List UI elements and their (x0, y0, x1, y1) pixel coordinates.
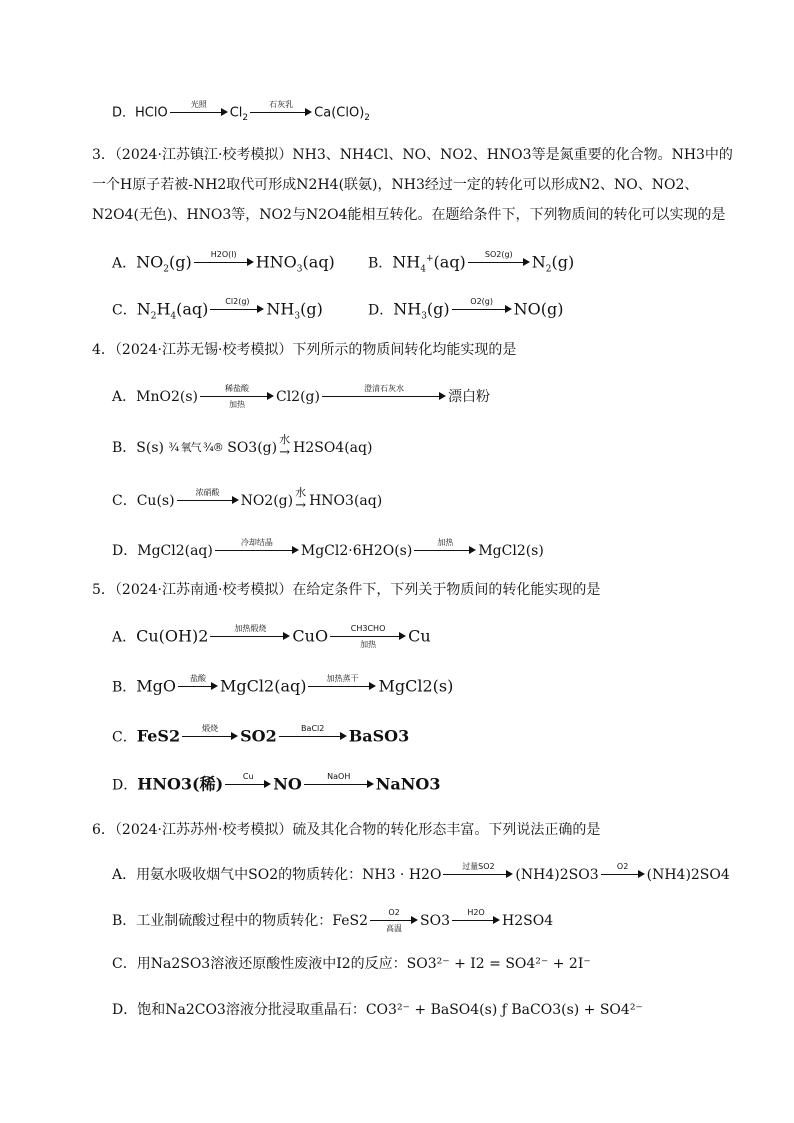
reaction-arrow (200, 384, 274, 410)
q6-option-c (112, 954, 591, 974)
reactant: NO (136, 252, 164, 272)
subscript: 2 (545, 264, 552, 275)
reaction-arrow (210, 297, 264, 323)
reactant: NH (393, 299, 422, 319)
reactant: Cu(s) (136, 493, 175, 509)
reaction-arrow (452, 297, 512, 323)
q6-stem: 6．（2024·江苏苏州·校考模拟）硫及其化合物的转化形态丰富。下列说法正确的是 (92, 822, 601, 838)
arrow-condition: 盐酸 (190, 674, 207, 683)
reaction-arrow (210, 624, 290, 650)
product: N (531, 252, 546, 272)
reaction-arrow (601, 862, 645, 888)
arrow-icon: → (279, 445, 291, 460)
prev-option-d (112, 100, 370, 126)
product: H2SO4(aq) (293, 440, 373, 456)
arrow-condition: 过量SO2 (462, 862, 495, 871)
product: HNO3(aq) (309, 493, 383, 509)
state: (g) (540, 299, 564, 319)
option-label: A． (112, 255, 137, 272)
arrow-condition: O2 (388, 908, 400, 917)
option-text: 用Na2SO3溶液还原酸性废液中I2的反应： (136, 956, 407, 972)
subscript: 3 (421, 311, 427, 322)
q3-option-b (368, 250, 574, 276)
reactant: FeS2 (332, 913, 369, 929)
reactant: H (156, 299, 171, 319)
q5-option-c (112, 724, 409, 750)
reactant: MnO2(s) (136, 389, 198, 405)
reaction-arrow (370, 908, 418, 934)
reaction-arrow (178, 674, 218, 700)
arrow-condition: 光照 (190, 100, 207, 109)
arrow-condition: 浓硝酸 (195, 488, 220, 497)
arrow-condition: 加热 (228, 400, 245, 409)
intermediate: Cl2(g) (275, 389, 320, 405)
option-label: B． (368, 255, 393, 272)
reactant: NH (392, 252, 421, 272)
arrow-condition: 高温 (386, 924, 403, 933)
q4-option-a (112, 384, 490, 410)
equation: SO3²⁻ + I2 = SO4²⁻ + 2I⁻ (406, 956, 591, 972)
intermediate: CuO (292, 626, 329, 646)
subscript: 2 (242, 113, 249, 124)
arrow-condition: BaCl2 (301, 724, 325, 733)
equation: CO3²⁻ + BaSO4(s) ƒ BaCO3(s) + SO4²⁻ (365, 1002, 643, 1018)
reaction-arrow (250, 100, 312, 126)
reaction-arrow (468, 250, 530, 276)
arrow-condition: 加热 (437, 538, 454, 547)
reaction-arrow (452, 908, 500, 934)
state: (g) (300, 299, 323, 319)
arrow-condition: 煅烧 (202, 724, 219, 733)
option-label: C． (112, 493, 137, 509)
q6-option-d (112, 1000, 643, 1020)
q3-stem-line3: N2O4(无色)、HNO3等，NO2与N2O4能相互转化。在题给条件下，下列物质间的转化可以实现的是 (92, 207, 726, 223)
option-label: C． (112, 302, 137, 319)
subscript: 2 (150, 311, 157, 322)
subscript: 4 (420, 264, 426, 275)
option-label: D． (368, 302, 394, 319)
q5-option-b (112, 674, 453, 700)
arrow-condition: SO2(g) (484, 250, 513, 259)
q6-option-a (112, 862, 730, 888)
product: MgCl2(s) (478, 543, 544, 559)
q3-option-d (368, 297, 564, 323)
option-label: D． (112, 105, 136, 121)
intermediate: NO2(g) (240, 493, 294, 509)
reactant: N (136, 299, 151, 319)
reactant: NH3 · H2O (362, 867, 442, 883)
reaction-arrow (225, 772, 271, 798)
option-label: A． (112, 629, 137, 646)
reaction-arrow (322, 384, 446, 410)
arrow-condition: 加热 (360, 640, 377, 649)
arrow-condition: 加热蒸干 (326, 674, 359, 683)
option-label: B． (112, 679, 137, 696)
q5-stem: 5．（2024·江苏南通·校考模拟）在给定条件下，下列关于物质间的转化能实现的是 (92, 582, 601, 598)
arrow-condition: 水 (279, 433, 291, 446)
intermediate: SO3 (420, 913, 451, 929)
reaction-arrow (295, 486, 307, 513)
reactant: HNO3(稀) (137, 774, 224, 794)
subscript: 3 (296, 264, 303, 275)
q4-option-c (112, 488, 382, 514)
reaction-arrow (414, 538, 476, 564)
subscript: 2 (364, 113, 370, 124)
subscript: 3 (294, 311, 301, 322)
option-text: 用氨水吸收烟气中SO2的物质转化： (136, 867, 363, 883)
state: (g) (426, 299, 450, 319)
q3-stem-line2: 一个H原子若被-NH2取代可形成N2H4(联氨)，NH3经过一定的转化可以形成N2、NO、NO2、 (92, 177, 699, 193)
option-label: D． (112, 1002, 138, 1018)
superscript: + (425, 254, 434, 265)
arrow-condition: H2O(l) (210, 250, 237, 259)
arrow-condition: O2(g) (470, 297, 494, 306)
reaction-arrow (194, 250, 254, 276)
product: (NH4)2SO4 (646, 867, 730, 883)
product: HNO (255, 252, 297, 272)
product: Ca(ClO) (314, 105, 365, 121)
reactant: MgO (136, 676, 177, 696)
product: NO (513, 299, 541, 319)
arrow-condition: O2 (616, 862, 629, 871)
reaction-arrow (279, 724, 347, 750)
subscript: 2 (163, 264, 169, 275)
option-label: C． (112, 729, 137, 746)
state: (g) (168, 252, 192, 272)
arrow-condition: NaOH (327, 772, 351, 781)
arrow-condition: 澄清石灰水 (363, 384, 404, 393)
reaction-arrow (170, 100, 228, 126)
reaction-arrow (443, 862, 513, 888)
option-label: C． (112, 956, 137, 972)
product: NaNO3 (375, 774, 441, 794)
reactant: S(s) (136, 440, 164, 456)
product: 漂白粉 (447, 389, 490, 405)
intermediate: MgCl2(aq) (220, 676, 307, 696)
state: (aq) (176, 299, 209, 319)
arrow-icon: → (295, 498, 306, 513)
arrow-condition: 加热煅烧 (234, 624, 267, 633)
option-label: B． (112, 913, 137, 929)
reactant: Cu(OH)2 (136, 626, 209, 646)
arrow-condition: 冷却结晶 (240, 538, 273, 547)
option-text: 饱和Na2CO3溶液分批浸取重晶石： (137, 1002, 366, 1018)
option-label: A． (112, 867, 137, 883)
reaction-arrow (215, 538, 299, 564)
q4-option-d (112, 538, 544, 564)
intermediate: SO2 (240, 726, 277, 746)
arrow-condition: Cu (242, 772, 254, 781)
option-label: B． (112, 440, 137, 456)
state: (aq) (433, 252, 466, 272)
product: MgCl2(s) (378, 676, 454, 696)
arrow-condition: H2O (467, 908, 485, 917)
state: (g) (551, 252, 575, 272)
option-label: A． (112, 389, 137, 405)
arrow-condition: Cl2(g) (225, 297, 250, 306)
reaction-arrow (330, 624, 406, 650)
reaction-arrow (308, 674, 376, 700)
intermediate: Cl (229, 105, 243, 121)
option-label: D． (112, 777, 138, 794)
product: Cu (408, 626, 431, 646)
reactant: HClO (135, 105, 168, 121)
q5-option-d (112, 772, 440, 798)
reaction-arrow (304, 772, 374, 798)
intermediate: MgCl2·6H2O(s) (300, 543, 413, 559)
subscript: 4 (170, 311, 177, 322)
garbled-arrow: ¾ 氧气 ¾® (168, 441, 223, 454)
option-text: 工业制硫酸过程中的物质转化： (136, 913, 333, 929)
reaction-arrow (177, 488, 239, 514)
q4-option-b (112, 433, 373, 460)
reactant: MgCl2(aq) (137, 543, 213, 559)
arrow-condition: CH3CHO (350, 624, 386, 633)
intermediate: SO3(g) (227, 440, 278, 456)
product: NH (266, 299, 295, 319)
product: H2SO4 (502, 913, 554, 929)
option-label: D． (112, 543, 138, 559)
q3-option-a (112, 250, 335, 276)
intermediate: NO (273, 774, 302, 794)
reaction-arrow (279, 433, 291, 460)
arrow-condition: 水 (295, 486, 307, 499)
q6-option-b (112, 908, 553, 934)
arrow-condition: 稀盐酸 (224, 384, 249, 393)
intermediate: (NH4)2SO3 (515, 867, 599, 883)
reactant: FeS2 (136, 726, 181, 746)
state: (aq) (302, 252, 335, 272)
reaction-arrow (182, 724, 238, 750)
arrow-condition: 石灰乳 (269, 100, 294, 109)
q3-stem-line1: 3．（2024·江苏镇江·校考模拟）NH3、NH4Cl、NO、NO2、HNO3等是氮重要的化合物。NH3中的 (92, 147, 733, 163)
q4-stem: 4．（2024·江苏无锡·校考模拟）下列所示的物质间转化均能实现的是 (92, 342, 517, 358)
q5-option-a (112, 624, 431, 650)
q3-option-c (112, 297, 323, 323)
product: BaSO3 (348, 726, 410, 746)
